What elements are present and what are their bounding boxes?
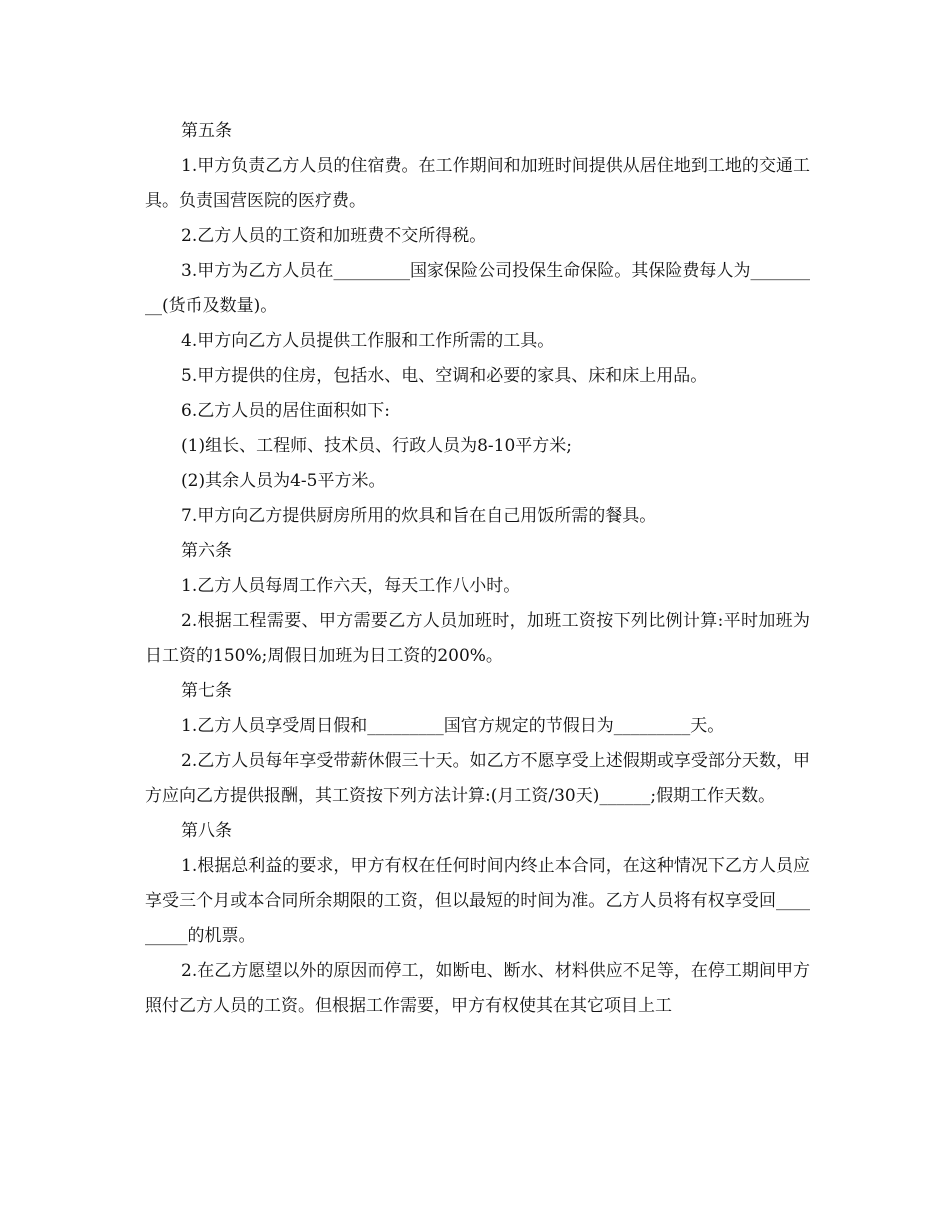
clause-5-4: 4.甲方向乙方人员提供工作服和工作所需的工具。 <box>181 331 555 351</box>
clause-7-1: 1.乙方人员享受周日假和_________国官方规定的节假日为_________天。 <box>181 716 725 736</box>
clause-5-1: 1.甲方负责乙方人员的住宿费。在工作期间和加班时间提供从居住地到工地的交通工具。负责国营医院的医疗费。 <box>145 156 810 211</box>
clause-5-7: 7.甲方向乙方提供厨房所用的炊具和旨在自己用饭所需的餐具。 <box>181 506 657 526</box>
clause-7-2: 2.乙方人员每年享受带薪休假三十天。如乙方不愿享受上述假期或享受部分天数，甲方应向乙方提供报酬，其工资按下列方法计算:(月工资/30天)______;假期工作天数。 <box>145 751 810 806</box>
clause-6-2: 2.根据工程需要、甲方需要乙方人员加班时，加班工资按下列比例计算:平时加班为日工资的150%;周假日加班为日工资的200%。 <box>145 611 810 666</box>
article-heading-7: 第七条 <box>181 681 232 701</box>
clause-8-1: 1.根据总利益的要求，甲方有权在任何时间内终止本合同，在这种情况下乙方人员应享受三个月或本合同所余期限的工资，但以最短的时间为准。乙方人员将有权享受回_________的机票。 <box>145 856 810 946</box>
clause-5-6-1: (1)组长、工程师、技术员、行政人员为8-10平方米; <box>181 436 572 456</box>
clause-5-2: 2.乙方人员的工资和加班费不交所得税。 <box>181 226 487 246</box>
clause-5-5: 5.甲方提供的住房，包括水、电、空调和必要的家具、床和床上用品。 <box>181 366 708 386</box>
article-heading-8: 第八条 <box>181 821 232 841</box>
clause-5-6: 6.乙方人员的居住面积如下: <box>181 401 390 421</box>
clause-5-3: 3.甲方为乙方人员在_________国家保险公司投保生命保险。其保险费每人为_________(货币及数量)。 <box>145 261 810 316</box>
article-heading-6: 第六条 <box>181 541 232 561</box>
article-heading-5: 第五条 <box>181 121 232 141</box>
clause-6-1: 1.乙方人员每周工作六天，每天工作八小时。 <box>181 576 521 596</box>
clause-5-6-2: (2)其余人员为4-5平方米。 <box>181 471 386 491</box>
clause-8-2: 2.在乙方愿望以外的原因而停工，如断电、断水、材料供应不足等，在停工期间甲方照付乙方人员的工资。但根据工作需要，甲方有权使其在其它项目上工 <box>145 961 810 1016</box>
document-body <box>145 114 810 1024</box>
